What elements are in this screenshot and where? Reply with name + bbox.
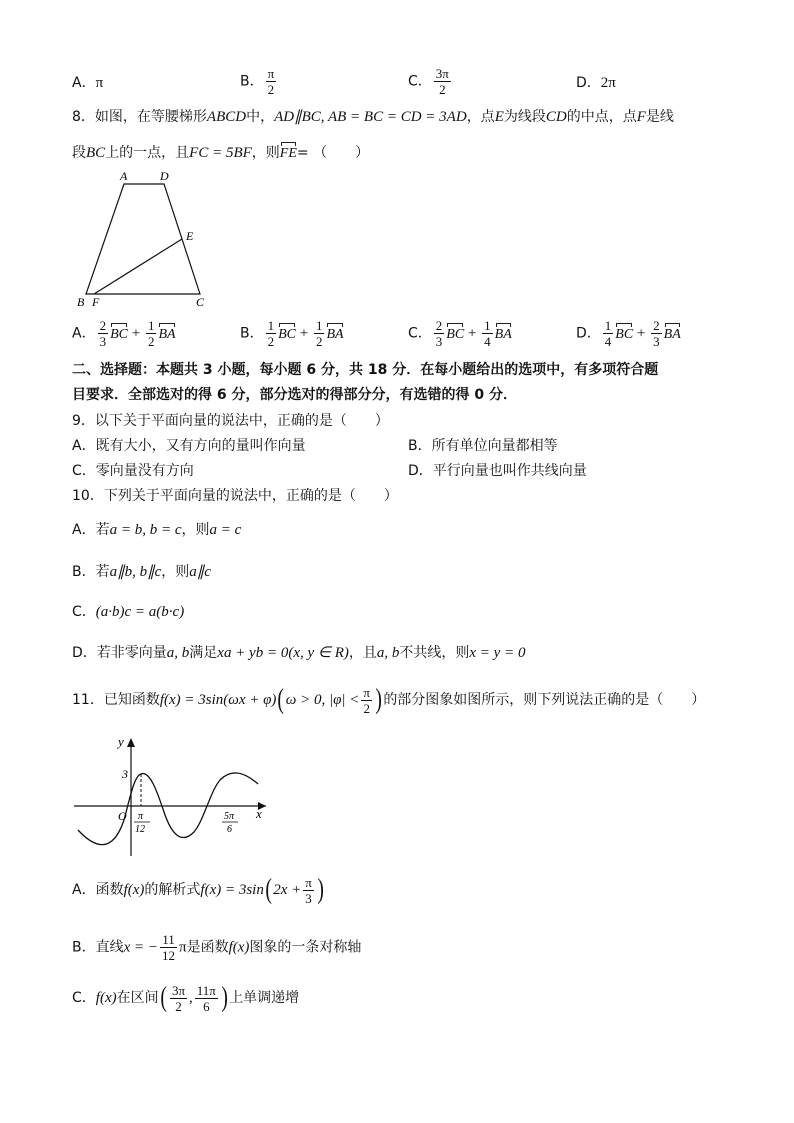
q11-stem: 11．已知函数f(x) = 3sin(ωx + φ)(ω > 0, |φ| < $\frac{\pi}{2}$ )的部分图象如图所示，则下列说法正确的是（ ） (72, 684, 706, 716)
y-axis-arrow (127, 738, 135, 747)
label-b: B (77, 295, 85, 308)
section2-heading-line1: 二、选择题：本题共 3 小题，每小题 6 分，共 18 分．在每小题给出的选项中，有多项符合题 (72, 362, 659, 378)
label-f: F (92, 295, 100, 308)
x-tick-5pi6-den: 6 (227, 824, 232, 835)
trapezoid-outline (86, 184, 200, 294)
q7-option-b: B． $\frac{\pi}{2}$ (240, 66, 275, 97)
label-a: A (120, 169, 128, 183)
label-c: C (196, 295, 205, 308)
q11-option-b: B．直线x = − $\frac{11}{12}$ π是函数f(x)图象的一条对称轴 (72, 932, 362, 963)
q11-option-c: C．f(x)在区间( $\frac{3\pi}{2}$ , $\frac{11\pi}{6}$ )上单调递增 (72, 982, 300, 1014)
section2-heading-line2: 目要求．全部选对的得 6 分，部分选对的得部分分，有选错的得 0 分． (72, 387, 517, 403)
q10-option-c: C．(a·b)c = a(b·c) (72, 604, 185, 620)
x-tick-5pi6-num: 5π (224, 811, 235, 822)
origin-label: O (118, 809, 127, 823)
q7-option-c: C． $\frac{3\pi}{2}$ (408, 66, 449, 97)
q8-option-b: B． $\frac{1}{2}$ BC + $\frac{1}{2}$ BA (240, 318, 344, 349)
q7-option-a: A．π (72, 75, 104, 91)
q9-stem: 9．以下关于平面向量的说法中，正确的是（ ） (72, 413, 389, 429)
x-tick-pi12-num: π (138, 811, 144, 822)
y-tick-3: 3 (122, 767, 128, 781)
q9-option-c: C．零向量没有方向 (72, 463, 194, 479)
q8-stem-line1: 8．如图，在等腰梯形ABCD中，AD∥BC, AB = BC = CD = 3AD，点E为线段CD的中点，点F是线 (72, 109, 674, 125)
trapezoid-figure (72, 168, 222, 308)
q10-option-b: B．若a∥b, b∥c，则a∥c (72, 564, 211, 580)
q7-option-d: D．2π (576, 75, 616, 91)
q8-option-a: A． $\frac{2}{3}$ BC + $\frac{1}{2}$ BA (72, 318, 176, 349)
label-e: E (186, 229, 194, 243)
x-tick-pi12-den: 12 (135, 824, 145, 835)
label-d: D (160, 169, 169, 183)
q11-option-a: A．函数f(x)的解析式f(x) = 3sin(2x + $\frac{\pi}{3}$ ) (72, 874, 324, 906)
q9-option-d: D．平行向量也叫作共线向量 (408, 463, 587, 479)
q9-option-b: B．所有单位向量都相等 (408, 438, 558, 454)
q10-option-d: D．若非零向量a, b满足xa + yb = 0(x, y ∈ R)，且a, b不共线，则x = y = 0 (72, 645, 526, 661)
q9-option-a: A．既有大小，又有方向的量叫作向量 (72, 438, 306, 454)
q10-stem: 10．下列关于平面向量的说法中，正确的是（ ） (72, 488, 398, 504)
x-axis-label: x (256, 806, 262, 821)
q8-option-c: C． $\frac{2}{3}$ BC + $\frac{1}{4}$ BA (408, 318, 512, 349)
q8-option-d: D． $\frac{1}{4}$ BC + $\frac{2}{3}$ BA (576, 318, 681, 349)
segment-fe (94, 239, 182, 294)
q10-option-a: A．若a = b, b = c，则a = c (72, 522, 242, 538)
sine-graph (72, 732, 272, 860)
y-axis-label: y (118, 734, 124, 749)
q8-stem-line2: 段BC上的一点，且FC = 5BF，则FE= （ ） (72, 145, 370, 161)
